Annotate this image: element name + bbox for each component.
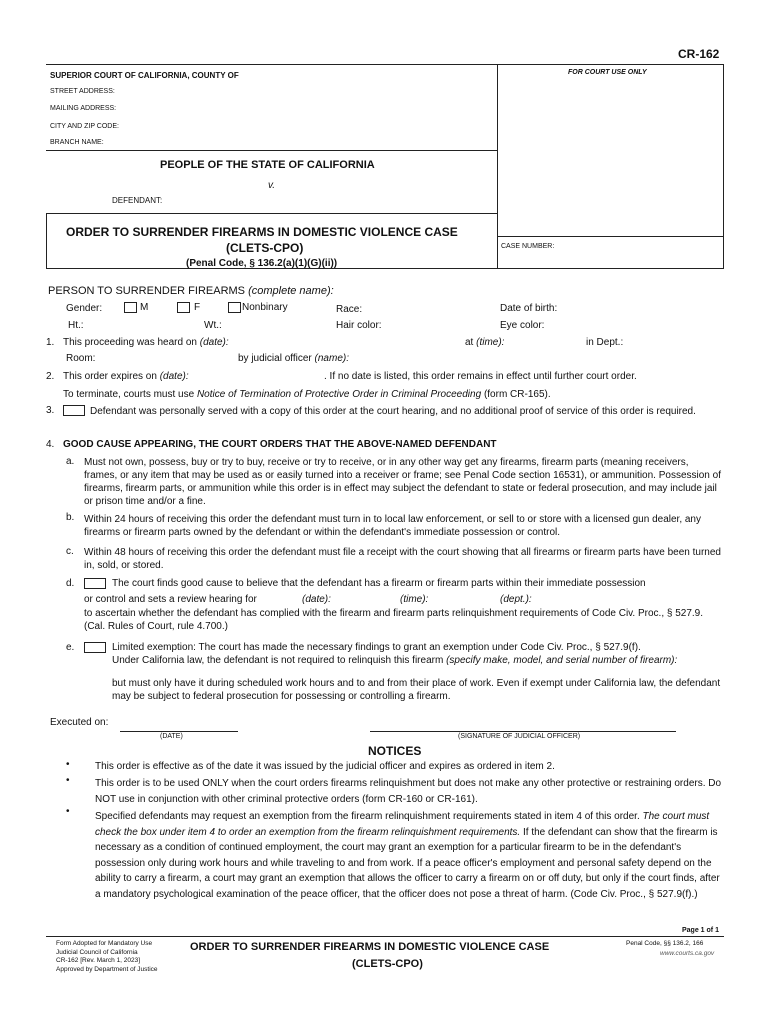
notice-1: This order is effective as of the date it was issued by the judicial officer and expires as ordered in item 2. [95,761,555,772]
executed-on-label: Executed on: [50,717,109,728]
item-4d-text-2: or control and sets a review hearing for [84,594,257,605]
gender-m-label: M [140,302,149,313]
caption-bottom-rule [46,213,497,214]
signature-caption: (SIGNATURE OF JUDICIAL OFFICER) [458,733,581,740]
item-2-tail: . If no date is listed, this order remains in effect until further court order. [324,371,637,382]
weight-label: Wt.: [204,320,222,331]
form-id: CR-162 [678,47,720,61]
judge-signature-line [370,731,676,732]
notice-2: This order is to be used ONLY when the court orders firearms relinquishment but does not make any other protective or restraining orders. Do NOT use in conjunction with other criminal protective orders (form CR-160 or CR-161). [95,778,722,805]
item-4d-time: (time): [400,594,429,605]
mailing-address-label: MAILING ADDRESS: [50,105,117,112]
item-1-number: 1. [46,337,55,348]
form-title-clets: (CLETS-CPO) [226,241,304,255]
gender-nonbinary-label: Nonbinary [242,302,288,313]
item-1-text: This proceeding was heard on (date): [63,337,229,348]
item-4-number: 4. [46,439,55,450]
defendant-label: DEFENDANT: [112,196,163,205]
court-use-bottom-rule [497,236,724,237]
header-top-rule [46,64,724,65]
dob-label: Date of birth: [500,303,558,314]
gender-f-checkbox[interactable] [177,302,190,313]
gender-m-checkbox[interactable] [124,302,137,313]
item-4d-checkbox[interactable] [84,578,106,589]
person-label: PERSON TO SURRENDER FIREARMS (complete name): [48,285,334,297]
eye-color-label: Eye color: [500,320,545,331]
notice-bullet-3: • [66,806,70,817]
people-caption: PEOPLE OF THE STATE OF CALIFORNIA [160,159,375,171]
form-title: ORDER TO SURRENDER FIREARMS IN DOMESTIC VIOLENCE CASE [66,225,458,239]
case-number-label: CASE NUMBER: [501,243,555,250]
item-1-dept: in Dept.: [586,337,624,348]
item-4b-label: b. [66,512,75,523]
gender-f-label: F [194,302,201,313]
header-right-rule [723,64,724,268]
court-name-label: SUPERIOR COURT OF CALIFORNIA, COUNTY OF [50,71,239,80]
item-3-text: Defendant was personally served with a copy of this order at the court hearing, and no additional proof of service of this order is required. [90,406,696,417]
court-info-bottom-rule [46,150,497,151]
item-1-judge: by judicial officer (name): [238,353,349,364]
hair-color-label: Hair color: [336,320,382,331]
street-address-label: STREET ADDRESS: [50,88,115,95]
gender-label: Gender: [66,303,103,314]
item-4c-label: c. [66,546,74,557]
footer-title: ORDER TO SURRENDER FIREARMS IN DOMESTIC VIOLENCE CASE [190,941,550,953]
footer-title-clets: (CLETS-CPO) [352,958,423,970]
item-4e-text-1: Limited exemption: The court has made the necessary findings to grant an exemption under Code Civ. Proc., § 527.9(f). [112,642,641,653]
date-signature-line [120,731,238,732]
court-use-label: FOR COURT USE ONLY [568,69,647,76]
race-label: Race: [336,304,363,315]
item-4d-text-3: to ascertain whether the defendant has complied with the firearm and firearm parts relinquishment requirements of Code Civ. Proc., § 527.9. (Cal. Rules of Court, rule 4.700.) [84,608,704,632]
item-4d-date: (date): [302,594,331,605]
case-number-bottom-rule [497,268,724,269]
item-4e-text-2: Under California law, the defendant is not required to relinquish this firearm (specify make, model, and serial number of firearm): [112,655,678,666]
item-1-time: at (time): [465,337,505,348]
notices-heading: NOTICES [368,744,422,758]
item-4d-text-1: The court finds good cause to believe that the defendant has a firearm or firearm parts within their immediate possession [112,578,646,589]
city-zip-label: CITY AND ZIP CODE: [50,123,119,130]
item-2-number: 2. [46,371,55,382]
footer-penal-code: Penal Code, §§ 136.2, 166 [626,940,704,947]
item-3-checkbox[interactable] [63,405,85,416]
item-1-room: Room: [66,353,96,364]
height-label: Ht.: [68,320,84,331]
branch-name-label: BRANCH NAME: [50,139,104,146]
item-4-heading: GOOD CAUSE APPEARING, THE COURT ORDERS THAT THE ABOVE-NAMED DEFENDANT [63,439,497,450]
item-4d-dept: (dept.): [500,594,532,605]
notice-bullet-1: • [66,759,70,770]
item-4d-label: d. [66,578,75,589]
notice-3: Specified defendants may request an exemption from the firearm relinquishment requirements stated in item 4 of this order. The court must check the box under item 4 to order an exemption from the firearm relinquishment requirements. If the defendant can show that the firearm is necessary as a condition of continued employment, the court may grant an exemption for a particular firearm to be in the defendant's possession only during work hours and while traveling to and from work. If a peace officer's employment and personal safety depend on the ability to carry a firearm, a court may grant an exemption that allows the officer to carry a firearm on or off duty, but only if the court finds, after a mandatory psychological examination of the peace officer, that the officer does not pose a threat of harm. (Code Civ. Proc., § 527.9(f).) [95,811,720,900]
date-caption: (DATE) [160,733,183,740]
gender-nonbinary-checkbox[interactable] [228,302,241,313]
item-2-text: This order expires on (date): [63,371,189,382]
footer-rule [46,936,724,937]
item-4e-label: e. [66,642,75,653]
form-title-code: (Penal Code, § 136.2(a)(1)(G)(ii)) [186,258,338,269]
item-4a-text: Must not own, possess, buy or try to buy, receive or try to receive, or in any other way get any firearms, firearm parts (meaning receivers, frames, or any item that may be used as or easily turned into a receiver or frame; see Penal Code section 16531), or ammunition. Possession of firearms, firearm parts, or ammunition while this order is in effect may subject the defendant to state or federal prosecution, and may include jail or prison time and/or a fine. [84,457,721,507]
versus-label: v. [268,180,276,191]
item-4a-label: a. [66,456,75,467]
terminate-note: To terminate, courts must use Notice of Termination of Protective Order in Criminal Proceeding (form CR-165). [63,389,551,400]
notice-bullet-2: • [66,775,70,786]
item-4b-text: Within 24 hours of receiving this order the defendant must turn in to local law enforcement, or sell to or store with a licensed gun dealer, any firearms or firearm parts owned by the defendant or within the defendant's immediate possession or control. [84,514,701,538]
item-4e-text-3: but must only have it during scheduled work hours and to and from their place of work. Even if exempt under California law, the defendant may be subject to federal prosecution for possessing or controlling a firearm. [112,678,721,702]
item-4e-checkbox[interactable] [84,642,106,653]
court-use-divider [497,64,498,268]
footer-adoption: Form Adopted for Mandatory Use Judicial Council of California CR-162 [Rev. March 1, 2023] Approved by Department of Justice [56,940,158,973]
page-number: Page 1 of 1 [682,927,719,934]
item-3-number: 3. [46,405,55,416]
footer-website[interactable]: www.courts.ca.gov [660,950,715,957]
item-4c-text: Within 48 hours of receiving this order the defendant must file a receipt with the court showing that all firearms or firearm parts have been turned in, sold, or stored. [84,547,721,571]
title-left-rule [46,213,47,269]
